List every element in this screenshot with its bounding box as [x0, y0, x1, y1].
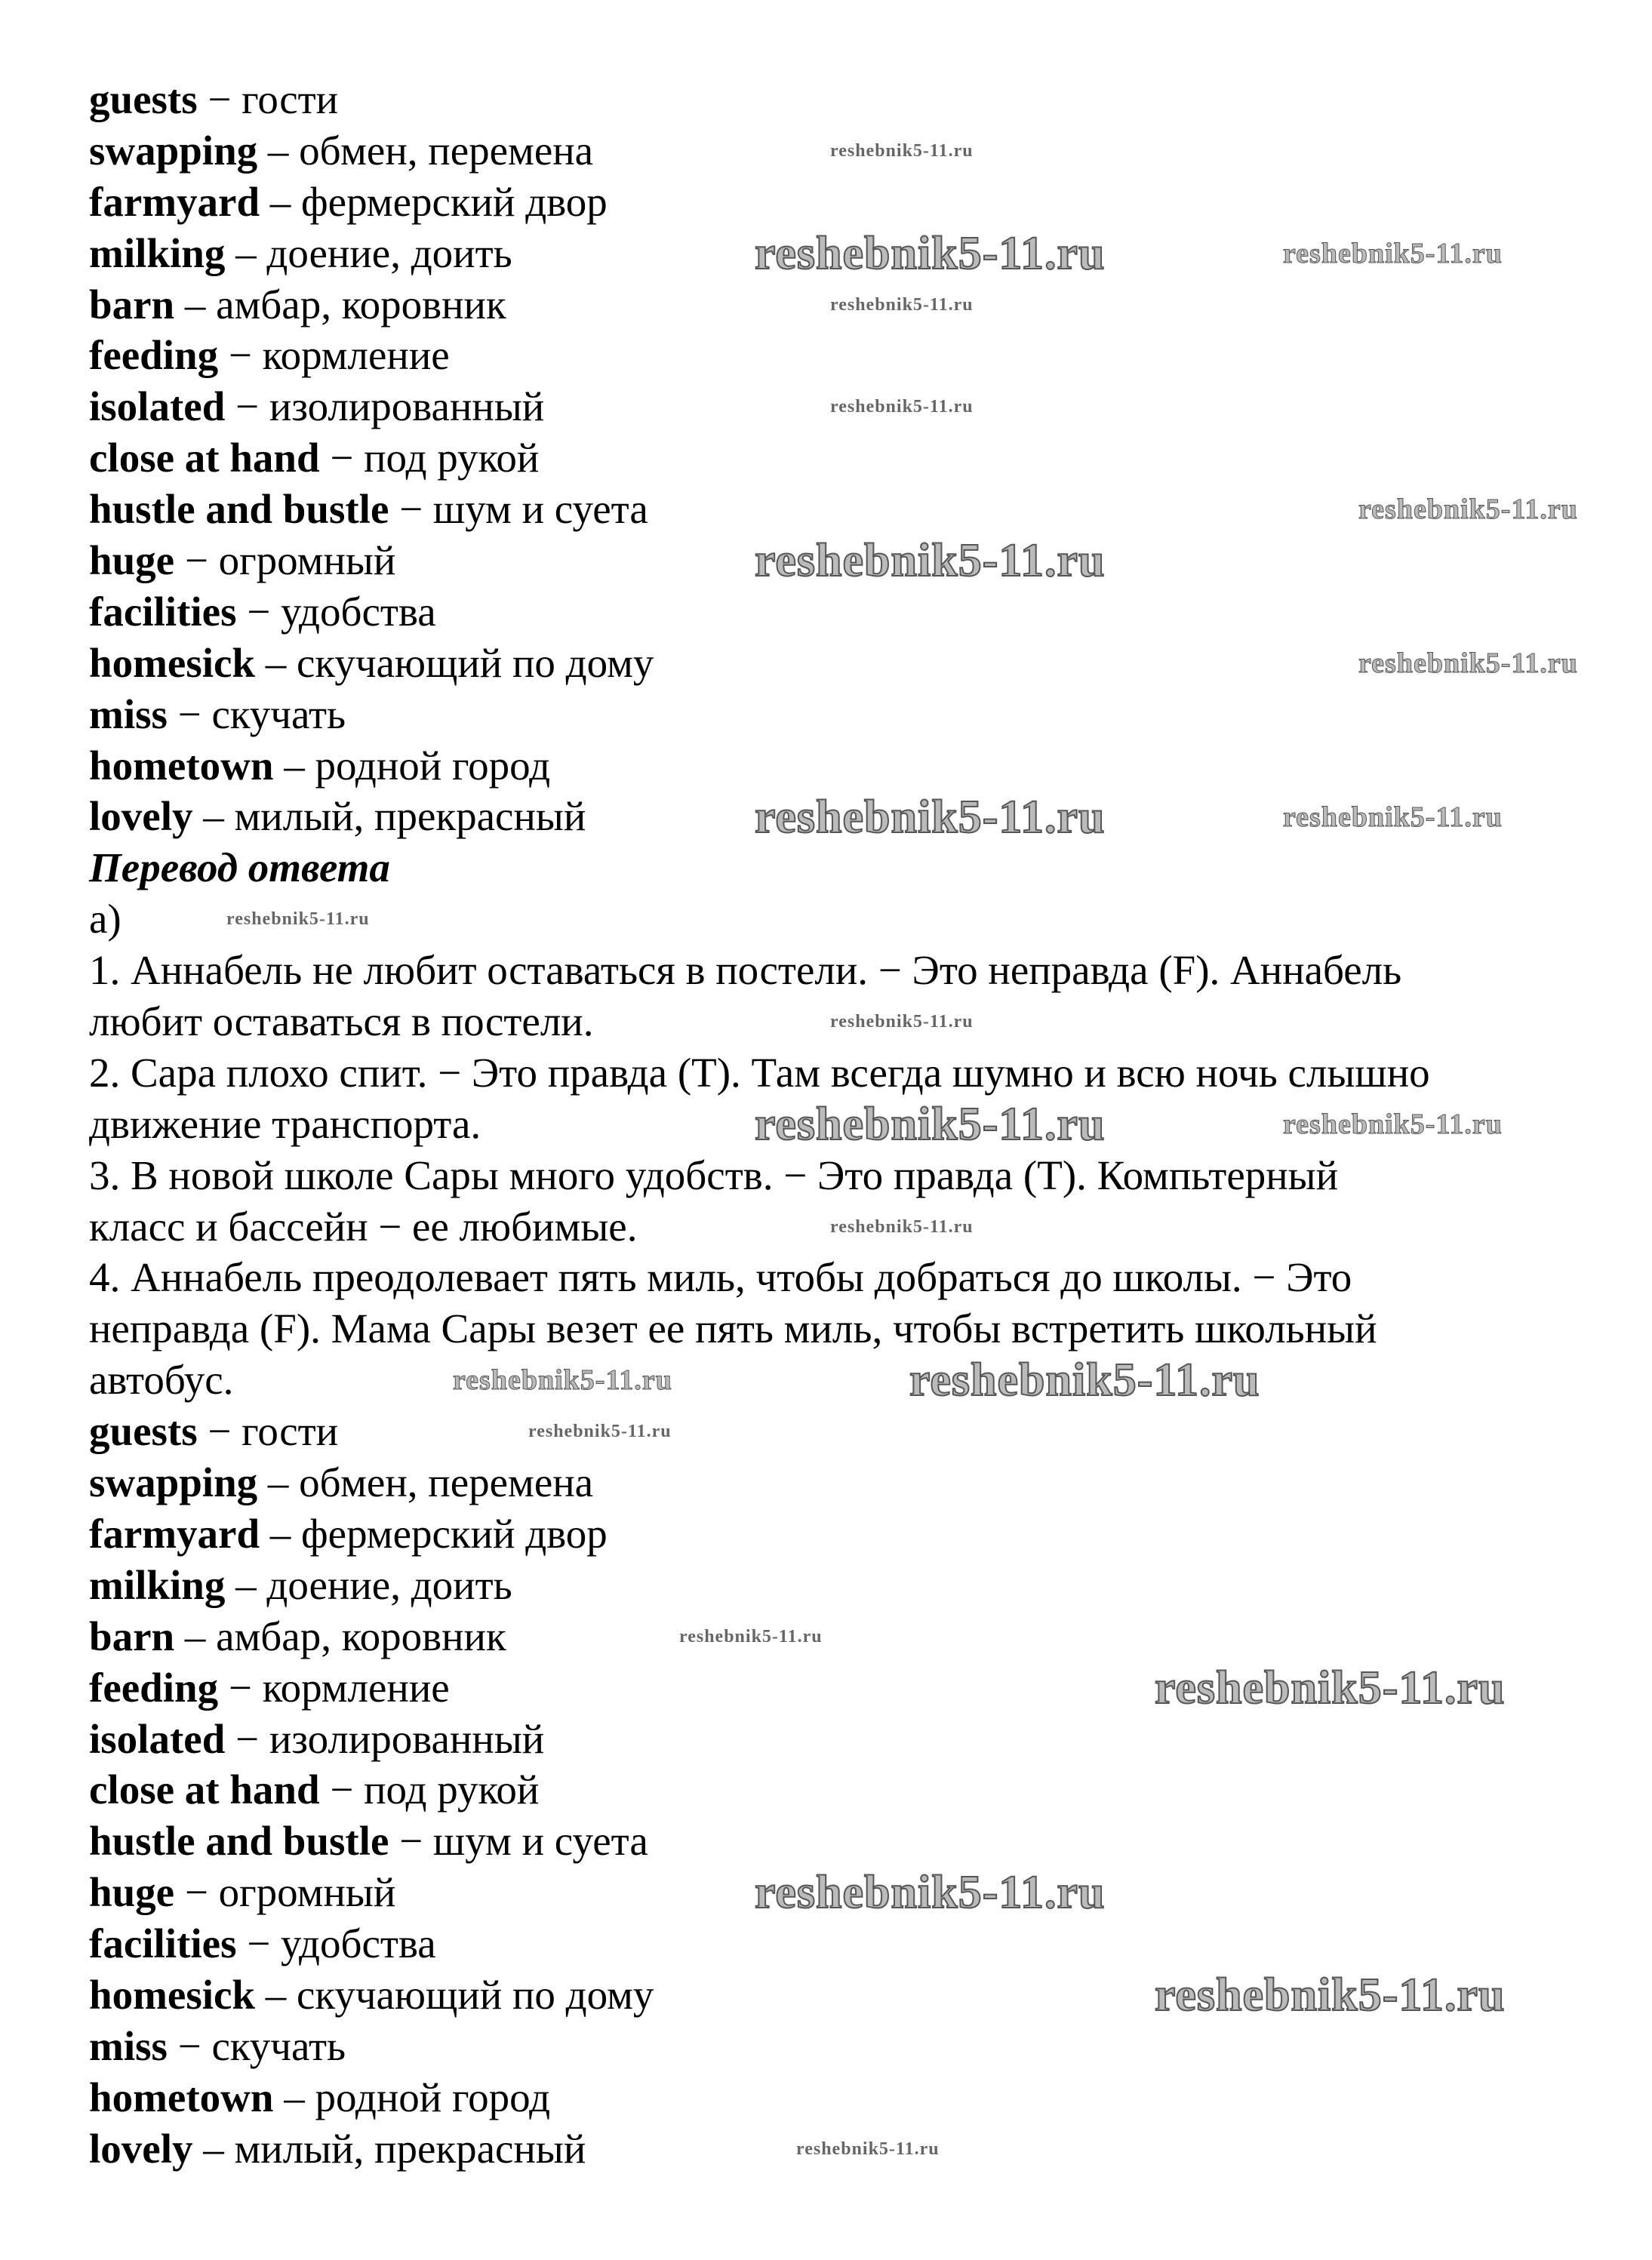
vocab-term: lovely: [89, 793, 193, 840]
watermark: reshebnik5-11.ru: [830, 1217, 974, 1237]
answer-line: автобус.: [89, 1357, 234, 1404]
watermark: reshebnik5-11.ru: [1358, 494, 1578, 525]
vocab-term: facilities: [89, 1920, 237, 1967]
vocab-separator: –: [273, 742, 315, 789]
vocab-term: barn: [89, 1613, 175, 1659]
watermark: reshebnik5-11.ru: [755, 1867, 1106, 1918]
vocab-term: miss: [89, 690, 168, 737]
vocab-entry: [89, 432, 1598, 484]
vocab-term: close at hand: [89, 435, 320, 481]
vocab-definition: милый, прекрасный: [234, 2125, 586, 2172]
vocab-separator: –: [192, 793, 235, 840]
vocab-definition: гости: [241, 1408, 339, 1455]
vocab-definition: под рукой: [364, 1766, 540, 1813]
watermark: reshebnik5-11.ru: [755, 228, 1106, 279]
answer-line: неправда (F). Мама Сары везет ее пять миль, чтобы встретить школьный: [89, 1305, 1377, 1352]
vocab-definition: изолированный: [269, 1715, 545, 1762]
watermark: reshebnik5-11.ru: [755, 792, 1106, 843]
vocab-term: miss: [89, 2022, 168, 2069]
vocab-separator: −: [197, 1408, 242, 1455]
vocab-term: milking: [89, 1561, 226, 1608]
vocab-term: milking: [89, 229, 226, 276]
watermark: reshebnik5-11.ru: [1358, 647, 1578, 679]
vocab-term: huge: [89, 1869, 175, 1916]
vocab-term: huge: [89, 537, 175, 584]
vocab-separator: −: [167, 690, 212, 737]
vocab-term: swapping: [89, 127, 258, 174]
vocab-term: lovely: [89, 2125, 193, 2172]
answer-line: 2. Сара плохо спит. − Это правда (T). Там всегда шумно и всю ночь слышно: [89, 1049, 1430, 1096]
vocab-definition: обмен, перемена: [299, 127, 594, 174]
vocab-entry: [89, 1611, 1598, 1662]
section-label: а): [89, 896, 122, 942]
vocab-term: hustle and bustle: [89, 486, 389, 533]
vocab-entry: [89, 330, 1598, 381]
vocab-term: isolated: [89, 1715, 226, 1762]
vocab-definition: амбар, коровник: [216, 281, 506, 327]
watermark: reshebnik5-11.ru: [1155, 1969, 1506, 2021]
vocab-definition: обмен, перемена: [299, 1459, 594, 1506]
answer-line: 1. Аннабель не любит оставаться в постели. − Это неправда (F). Аннабель: [89, 947, 1402, 994]
vocab-separator: –: [260, 178, 302, 225]
vocab-term: barn: [89, 281, 175, 327]
vocab-separator: –: [257, 127, 300, 174]
translation-heading: Перевод ответа: [89, 844, 390, 891]
vocab-separator: –: [255, 1971, 297, 2018]
vocab-entry: [89, 1816, 1598, 1867]
watermark: reshebnik5-11.ru: [830, 141, 974, 161]
vocab-term: hometown: [89, 742, 274, 789]
vocab-definition: доение, доить: [266, 1561, 512, 1608]
watermark: reshebnik5-11.ru: [1283, 801, 1503, 833]
watermark: reshebnik5-11.ru: [1283, 238, 1503, 269]
vocab-definition: шум и суета: [432, 486, 648, 533]
vocab-definition: гости: [241, 76, 339, 122]
vocab-term: homesick: [89, 1971, 255, 2018]
vocab-term: hometown: [89, 2074, 274, 2120]
answer-line: любит оставаться в постели.: [89, 998, 594, 1045]
vocab-definition: огромный: [218, 537, 396, 584]
vocab-entry: [89, 1508, 1598, 1560]
vocab-definition: скучающий по дому: [297, 1971, 654, 2018]
vocab-entry: [89, 1406, 1598, 1457]
watermark: reshebnik5-11.ru: [909, 1354, 1260, 1406]
vocab-entry: [89, 1560, 1598, 1611]
vocab-term: swapping: [89, 1459, 258, 1506]
watermark: reshebnik5-11.ru: [1155, 1662, 1506, 1714]
vocab-definition: шум и суета: [432, 1818, 648, 1865]
vocab-separator: –: [257, 1459, 300, 1506]
vocab-separator: –: [225, 229, 267, 276]
vocab-separator: –: [192, 2125, 235, 2172]
vocab-separator: −: [174, 537, 219, 584]
answer-line: 4. Аннабель преодолевает пять миль, чтобы добраться до школы. − Это: [89, 1254, 1352, 1301]
watermark: reshebnik5-11.ru: [755, 535, 1106, 586]
watermark: reshebnik5-11.ru: [679, 1627, 823, 1647]
vocab-separator: −: [319, 1766, 365, 1813]
vocab-definition: удобства: [281, 1920, 436, 1967]
watermark: reshebnik5-11.ru: [830, 397, 974, 417]
vocab-separator: –: [174, 1613, 217, 1659]
vocab-separator: –: [273, 2074, 315, 2120]
watermark: reshebnik5-11.ru: [528, 1422, 672, 1441]
vocabulary-list-bottom: [89, 1406, 1598, 2174]
vocab-separator: −: [218, 332, 263, 379]
vocab-definition: кормление: [262, 332, 450, 379]
vocab-term: hustle and bustle: [89, 1818, 389, 1865]
vocab-definition: скучающий по дому: [297, 639, 654, 686]
vocab-entry: [89, 689, 1598, 740]
vocab-entry: [89, 1918, 1598, 1969]
watermark: reshebnik5-11.ru: [796, 2139, 940, 2159]
vocab-definition: удобства: [281, 588, 436, 635]
vocab-separator: −: [389, 486, 433, 533]
watermark: reshebnik5-11.ru: [755, 1099, 1106, 1150]
vocab-separator: −: [389, 1818, 433, 1865]
vocab-definition: под рукой: [364, 435, 540, 481]
vocab-term: feeding: [89, 332, 219, 379]
vocab-definition: фермерский двор: [301, 178, 608, 225]
vocab-entry: [89, 1457, 1598, 1508]
vocab-definition: доение, доить: [266, 229, 512, 276]
vocab-separator: −: [218, 1664, 263, 1711]
vocab-separator: −: [236, 1920, 281, 1967]
vocab-separator: –: [225, 1561, 267, 1608]
vocab-separator: −: [236, 588, 281, 635]
vocab-term: guests: [89, 1408, 198, 1455]
vocab-definition: родной город: [315, 2074, 551, 2120]
vocab-entry: [89, 1764, 1598, 1816]
watermark: reshebnik5-11.ru: [226, 909, 370, 929]
vocab-entry: [89, 1714, 1598, 1765]
vocab-definition: амбар, коровник: [216, 1613, 506, 1659]
vocab-entry: [89, 2021, 1598, 2072]
vocab-term: guests: [89, 76, 198, 122]
vocab-entry: [89, 74, 1598, 125]
vocab-definition: кормление: [262, 1664, 450, 1711]
vocab-separator: –: [260, 1510, 302, 1557]
vocab-definition: скучать: [211, 2022, 346, 2069]
watermark: reshebnik5-11.ru: [830, 295, 974, 315]
watermark: reshebnik5-11.ru: [453, 1364, 672, 1396]
watermark: reshebnik5-11.ru: [830, 1012, 974, 1032]
watermark: reshebnik5-11.ru: [1283, 1108, 1503, 1140]
vocab-separator: −: [225, 1715, 269, 1762]
vocab-term: homesick: [89, 639, 255, 686]
vocab-separator: −: [225, 383, 269, 430]
vocab-term: feeding: [89, 1664, 219, 1711]
vocab-separator: −: [167, 2022, 212, 2069]
vocab-entry: [89, 177, 1598, 228]
vocabulary-list-top: [89, 74, 1598, 842]
answer-line: класс и бассейн − ее любимые.: [89, 1203, 638, 1250]
vocab-separator: −: [197, 76, 242, 122]
vocab-term: facilities: [89, 588, 237, 635]
vocab-entry: [89, 2072, 1598, 2123]
vocab-entry: [89, 586, 1598, 638]
vocab-definition: скучать: [211, 690, 346, 737]
vocab-definition: милый, прекрасный: [234, 793, 586, 840]
vocab-definition: фермерский двор: [301, 1510, 608, 1557]
vocab-separator: –: [255, 639, 297, 686]
vocab-term: close at hand: [89, 1766, 320, 1813]
vocab-term: farmyard: [89, 1510, 260, 1557]
vocab-definition: родной город: [315, 742, 551, 789]
vocab-term: isolated: [89, 383, 226, 430]
answer-line: движение транспорта.: [89, 1100, 481, 1147]
vocab-entry: [89, 740, 1598, 792]
vocab-separator: −: [174, 1869, 219, 1916]
vocab-definition: изолированный: [269, 383, 545, 430]
answer-line: 3. В новой школе Сары много удобств. − Это правда (T). Компьтерный: [89, 1152, 1339, 1198]
vocab-term: farmyard: [89, 178, 260, 225]
vocab-separator: –: [174, 281, 217, 327]
vocab-separator: −: [319, 435, 365, 481]
vocab-definition: огромный: [218, 1869, 396, 1916]
